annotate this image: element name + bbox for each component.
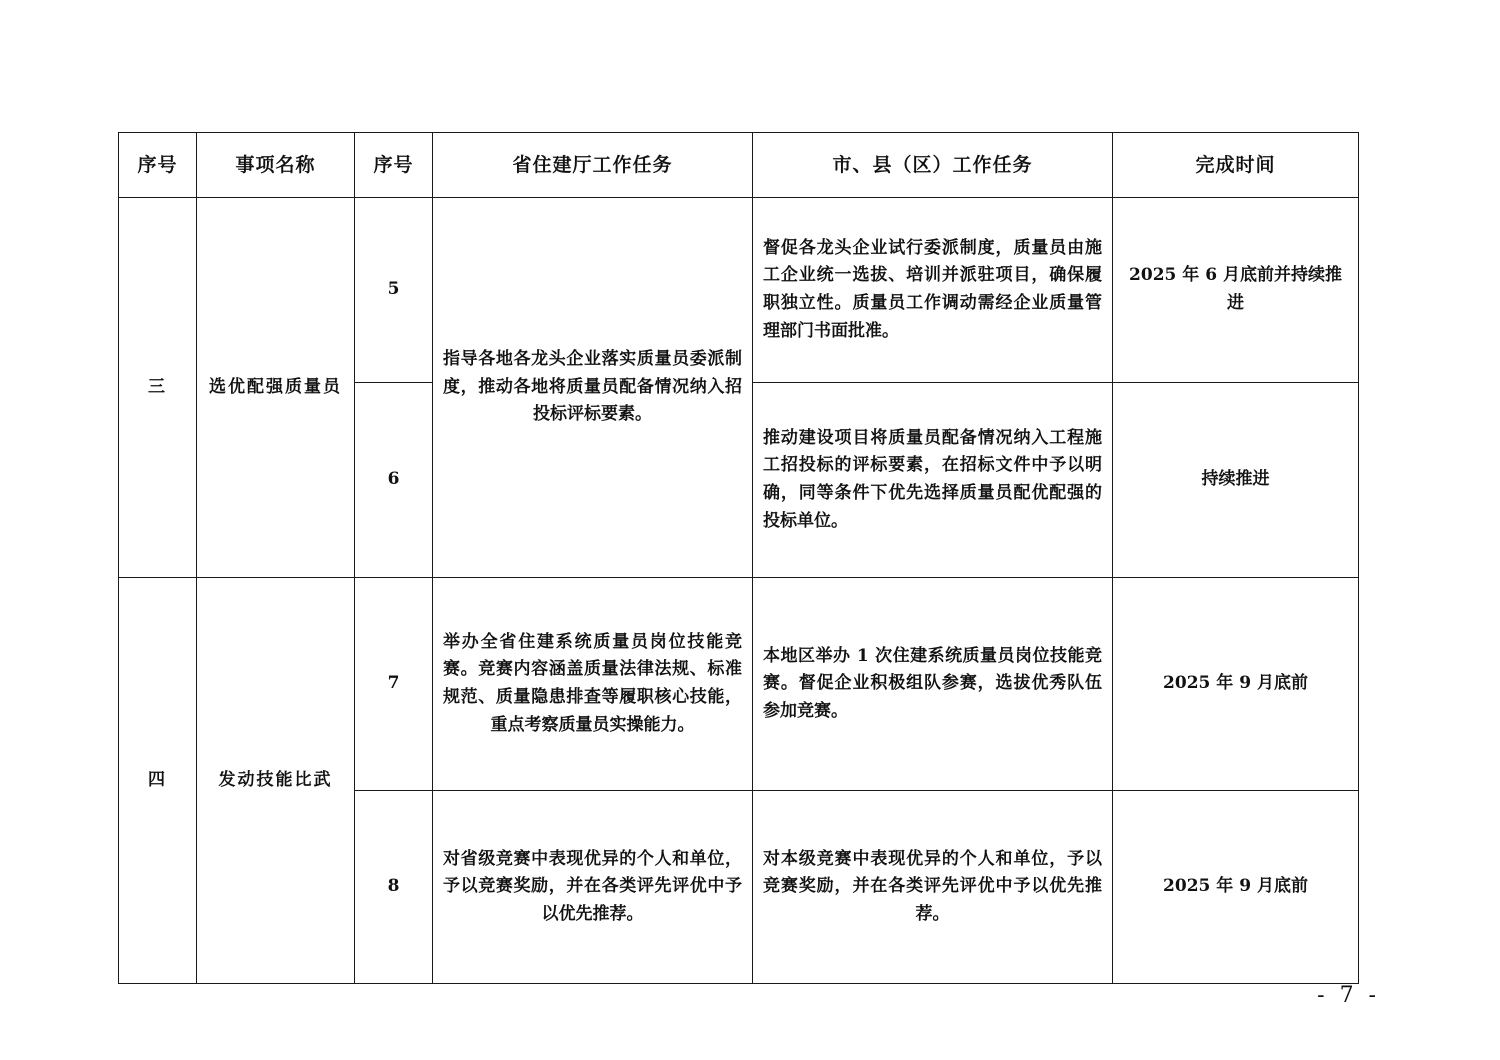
row-seq-6: 6 [355,383,433,578]
deadline-6: 持续推进 [1113,383,1359,578]
city-task-7: 本地区举办 1 次住建系统质量员岗位技能竞赛。督促企业积极组队参赛，选拔优秀队伍参加竞赛。 [753,578,1113,791]
column-header-item-name: 事项名称 [197,133,355,198]
deadline-8: 2025 年 9 月底前 [1113,791,1359,984]
column-header-city-task: 市、县（区）工作任务 [753,133,1113,198]
province-task-8: 对省级竞赛中表现优异的个人和单位，予以竞赛奖励，并在各类评先评优中予以优先推荐。 [433,791,753,984]
row-seq-5: 5 [355,198,433,383]
province-task-3: 指导各地各龙头企业落实质量员委派制度，推动各地将质量员配备情况纳入招投标评标要素。 [433,198,753,578]
city-task-6: 推动建设项目将质量员配备情况纳入工程施工招投标的评标要素，在招标文件中予以明确，同等条件下优先选择质量员配优配强的投标单位。 [753,383,1113,578]
row-seq-7: 7 [355,578,433,791]
deadline-5: 2025 年 6 月底前并持续推进 [1113,198,1359,383]
work-task-table [118,132,1359,984]
city-task-8: 对本级竞赛中表现优异的个人和单位，予以竞赛奖励，并在各类评先评优中予以优先推荐。 [753,791,1113,984]
column-header-row-seq: 序号 [355,133,433,198]
table-row [119,198,1359,383]
table-row [119,578,1359,791]
group-item-name-3: 选优配强质量员 [197,198,355,578]
province-task-7: 举办全省住建系统质量员岗位技能竞赛。竞赛内容涵盖质量法律法规、标准规范、质量隐患排查等履职核心技能，重点考察质量员实操能力。 [433,578,753,791]
column-header-province-task: 省住建厅工作任务 [433,133,753,198]
group-seq-3: 三 [119,198,197,578]
city-task-5: 督促各龙头企业试行委派制度，质量员由施工企业统一选拔、培训并派驻项目，确保履职独立性。质量员工作调动需经企业质量管理部门书面批准。 [753,198,1113,383]
row-seq-8: 8 [355,791,433,984]
column-header-deadline: 完成时间 [1113,133,1359,198]
table-header-row [119,133,1359,198]
group-item-name-4: 发动技能比武 [197,578,355,984]
group-seq-4: 四 [119,578,197,984]
column-header-group-seq: 序号 [119,133,197,198]
deadline-7: 2025 年 9 月底前 [1113,578,1359,791]
page-number: - 7 - [1317,983,1380,1008]
